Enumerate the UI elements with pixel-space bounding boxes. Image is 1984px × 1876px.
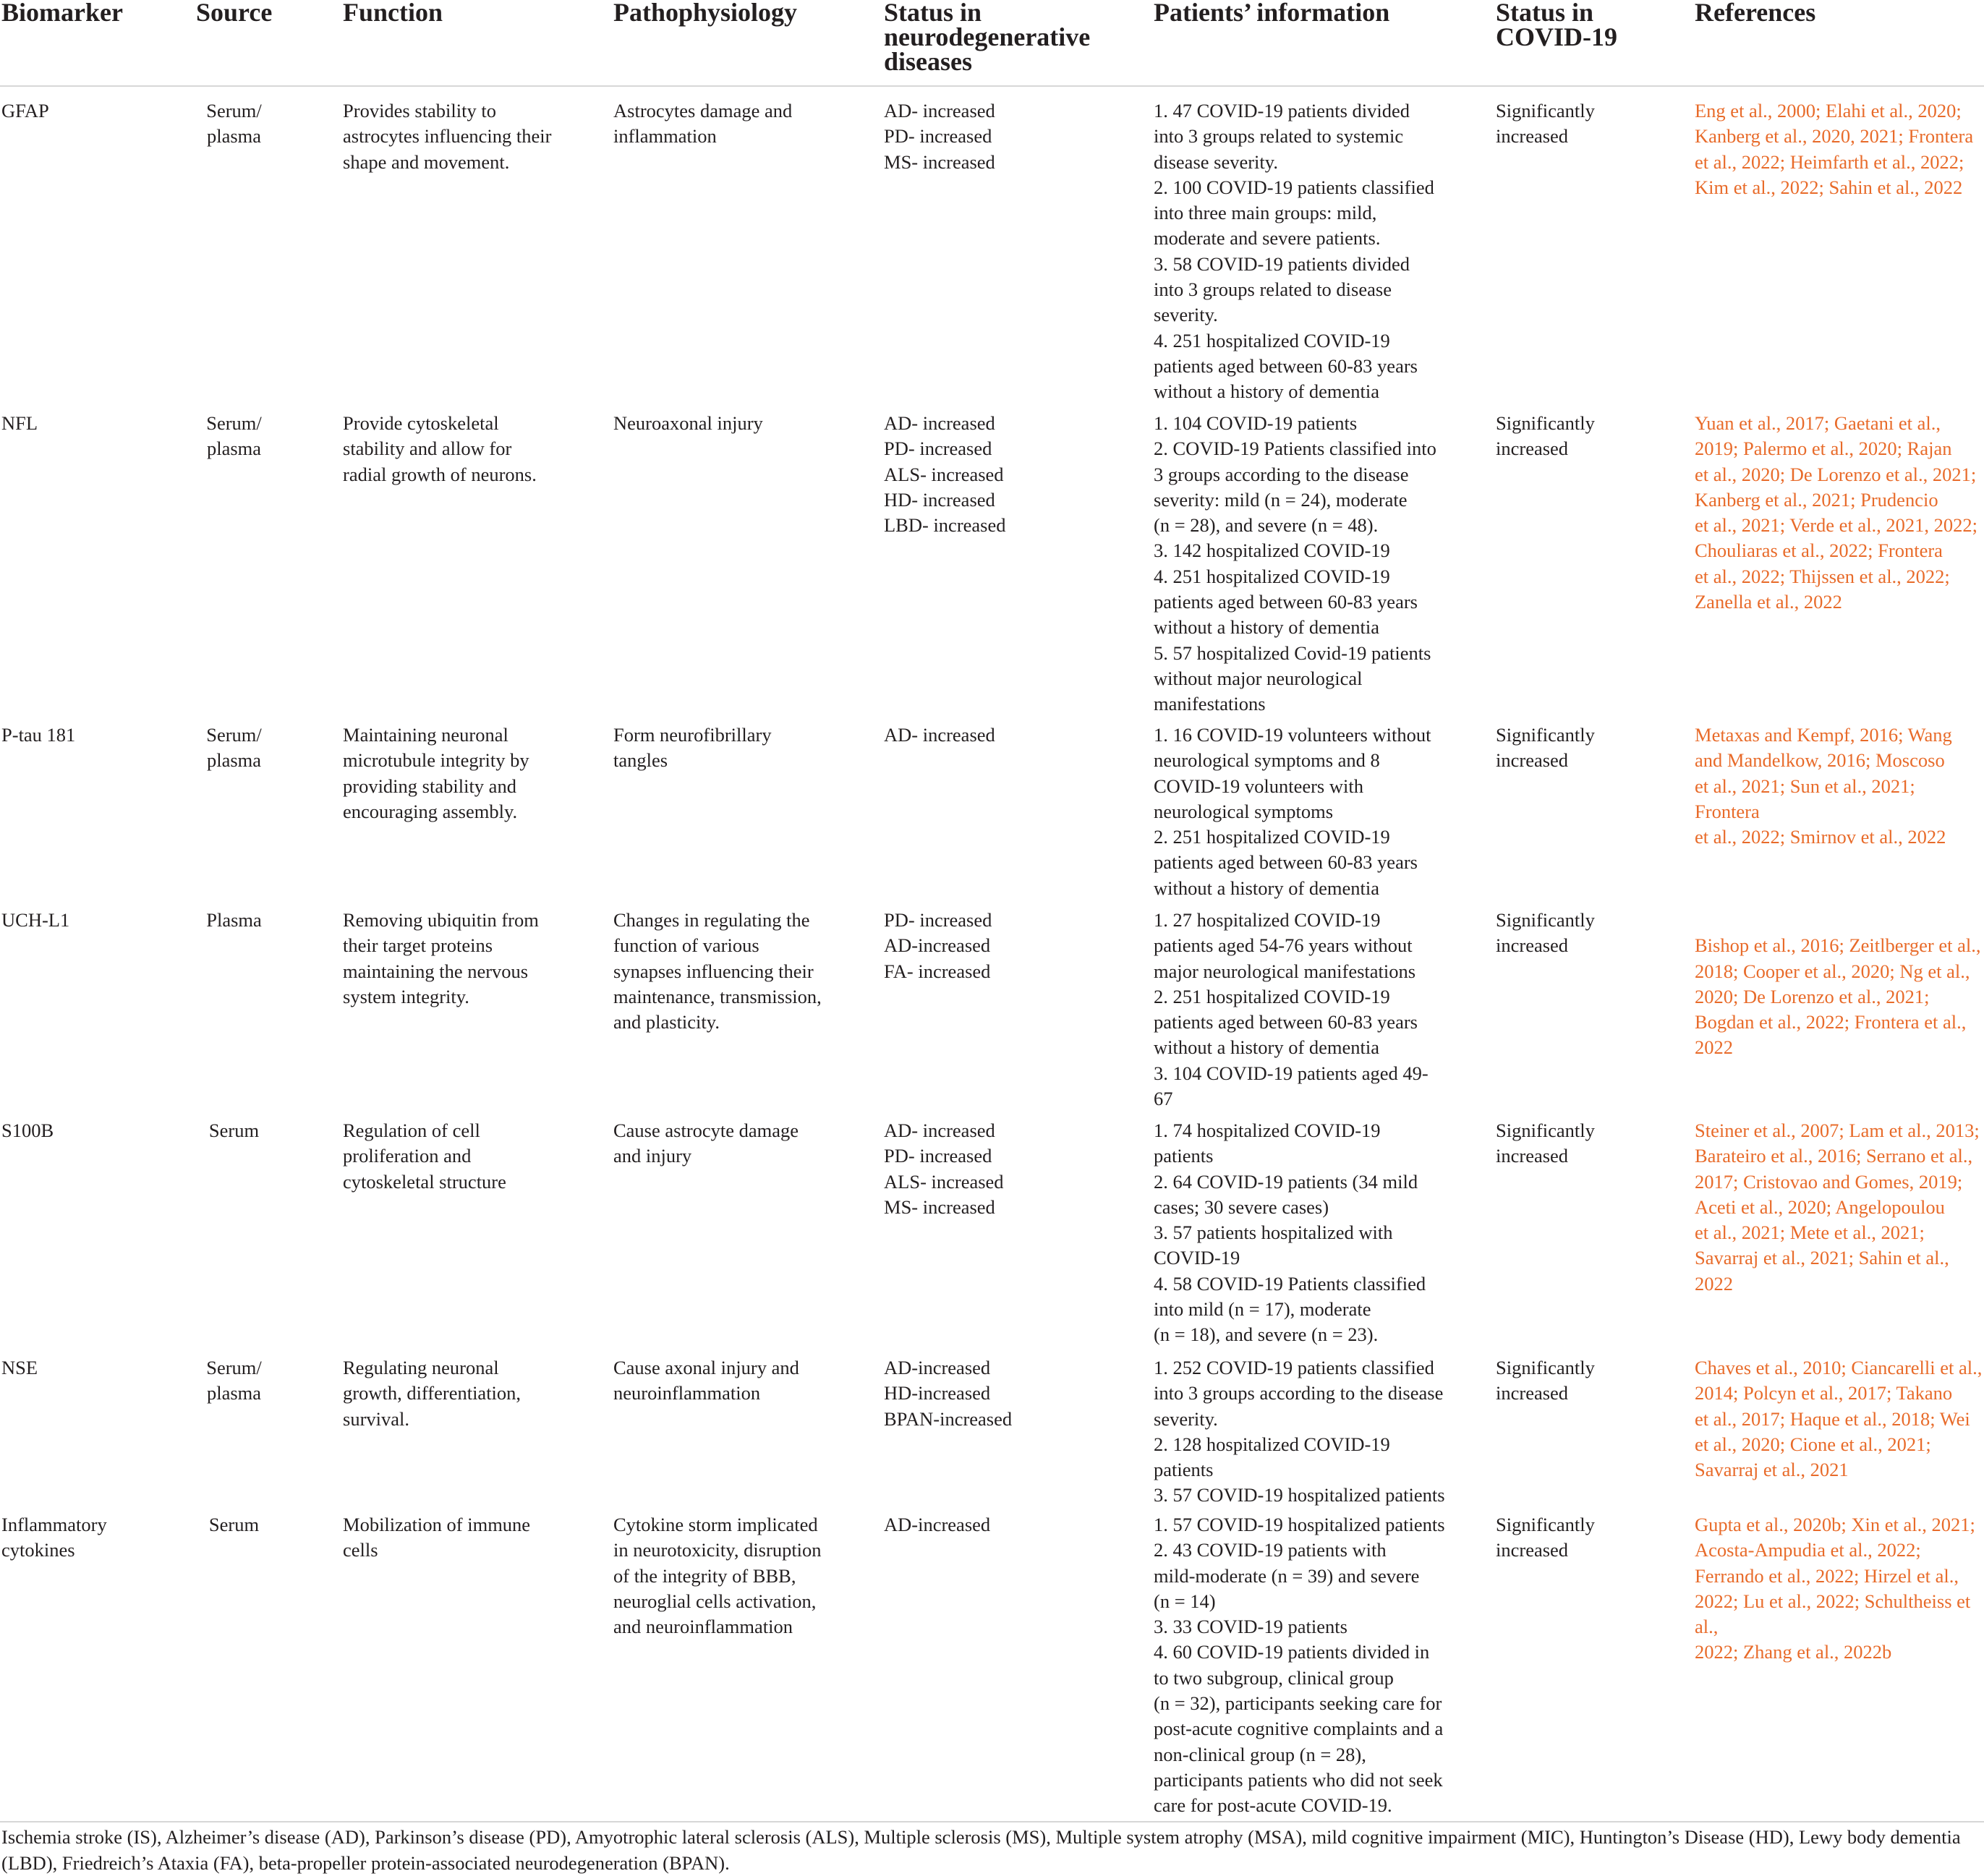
cell-line: Cytokine storm implicated xyxy=(613,1514,818,1535)
cell-line: into 3 groups related to systemic xyxy=(1154,125,1404,148)
cell-line: Significantly xyxy=(1496,100,1595,121)
cell-status-covid xyxy=(1496,1355,1684,1407)
cell-line: moderate and severe patients. xyxy=(1154,227,1381,250)
cell-line: Mobilization of immune xyxy=(343,1514,531,1535)
cell-line: 67 xyxy=(1154,1088,1173,1110)
cell-line: plasma xyxy=(206,438,262,460)
reference-line[interactable]: Chouliaras et al., 2022; Frontera xyxy=(1695,540,1943,562)
reference-line[interactable]: Bishop et al., 2016; Zeitlberger et al., xyxy=(1695,934,1981,957)
cell-line: increased xyxy=(1496,125,1569,148)
cell-function xyxy=(343,722,603,824)
cell-line: and neuroinflammation xyxy=(613,1616,793,1638)
cell-line: AD- increased xyxy=(884,100,995,121)
reference-line[interactable]: Kanberg et al., 2020, 2021; Frontera xyxy=(1695,125,1974,148)
cell-line: Serum xyxy=(208,1514,260,1535)
cell-pathophysiology xyxy=(613,1118,874,1169)
cell-source xyxy=(178,908,290,933)
cell-line: Cause astrocyte damage xyxy=(613,1120,799,1141)
cell-line: 3. 57 patients hospitalized with xyxy=(1154,1221,1393,1244)
cell-line: Significantly xyxy=(1496,909,1595,931)
cell-references xyxy=(1695,908,1984,1061)
cell-patients-information xyxy=(1154,1512,1486,1819)
cell-line: FA- increased xyxy=(884,960,991,982)
cell-line: Serum/ xyxy=(206,412,262,434)
cell-line: patients aged between 60-83 years xyxy=(1154,1011,1418,1033)
reference-line[interactable]: 2022 xyxy=(1695,1272,1733,1295)
cell-line: 2. 251 hospitalized COVID-19 xyxy=(1154,985,1390,1007)
cell-biomarker xyxy=(1,908,190,933)
cell-line: 1. 16 COVID-19 volunteers without xyxy=(1154,724,1431,746)
cell-patients-information xyxy=(1154,411,1486,717)
cell-source xyxy=(178,98,290,150)
cell-line: plasma xyxy=(206,749,262,772)
reference-line[interactable]: 2018; Cooper et al., 2020; Ng et al., xyxy=(1695,960,1970,982)
column-header-pathophysiology: Pathophysiology xyxy=(613,0,798,27)
reference-line xyxy=(1695,908,1984,933)
cell-line: ALS- increased xyxy=(884,1170,1004,1193)
cell-line: AD- increased xyxy=(884,1120,995,1141)
cell-line: BPAN-increased xyxy=(884,1407,1013,1430)
cell-line: Significantly xyxy=(1496,1357,1595,1378)
cell-line: post-acute cognitive complaints and a xyxy=(1154,1718,1444,1740)
cell-line: severity. xyxy=(1154,304,1218,326)
cell-line: GFAP xyxy=(1,100,49,121)
cell-line: synapses influencing their xyxy=(613,960,814,982)
cell-line: AD- increased xyxy=(884,412,995,434)
cell-line: patients xyxy=(1154,1145,1214,1167)
cell-line: (n = 28), and severe (n = 48). xyxy=(1154,514,1379,537)
cell-line: astrocytes influencing their xyxy=(343,125,552,148)
cell-line: MS- increased xyxy=(884,150,995,173)
cell-pathophysiology xyxy=(613,908,874,1035)
cell-line: Provides stability to xyxy=(343,100,496,121)
reference-line[interactable]: et al., 2022; Thijssen et al., 2022; xyxy=(1695,565,1950,587)
cell-line: without a history of dementia xyxy=(1154,877,1380,899)
reference-line[interactable]: Acosta-Ampudia et al., 2022; xyxy=(1695,1539,1921,1561)
cell-line: ALS- increased xyxy=(884,463,1004,485)
cell-source xyxy=(178,722,290,774)
column-header-references: References xyxy=(1695,0,1816,27)
cell-line: without a history of dementia xyxy=(1154,1036,1380,1059)
cell-line: (n = 18), and severe (n = 23). xyxy=(1154,1323,1379,1346)
cell-line: manifestations xyxy=(1154,693,1266,715)
cell-line: plasma xyxy=(206,1382,262,1404)
cell-line: S100B xyxy=(1,1120,54,1141)
cell-line: 4. 251 hospitalized COVID-19 xyxy=(1154,565,1390,587)
cell-biomarker xyxy=(1,1512,190,1564)
cell-line: into three main groups: mild, xyxy=(1154,202,1377,224)
reference-line[interactable]: 2022; Lu et al., 2022; Schultheiss et al., xyxy=(1695,1590,1971,1638)
cell-patients-information xyxy=(1154,1355,1486,1509)
column-header-biomarker: Biomarker xyxy=(1,0,123,27)
column-header-status-covid: Status in COVID-19 xyxy=(1496,0,1617,51)
cell-line: Serum/ xyxy=(206,100,262,121)
reference-line[interactable]: 2017; Cristovao and Gomes, 2019; xyxy=(1695,1170,1963,1193)
cell-line: 1. 104 COVID-19 patients xyxy=(1154,412,1358,434)
cell-line: (n = 32), participants seeking care for xyxy=(1154,1692,1442,1715)
cell-function xyxy=(343,1118,603,1195)
cell-status-neurodegenerative xyxy=(884,1355,1144,1432)
cell-line: UCH-L1 xyxy=(1,909,70,931)
cell-line: 5. 57 hospitalized Covid-19 patients xyxy=(1154,641,1431,664)
cell-line: patients aged between 60-83 years xyxy=(1154,851,1418,874)
cell-patients-information xyxy=(1154,98,1486,405)
cell-line: Form neurofibrillary xyxy=(613,724,772,746)
cell-line: Serum xyxy=(208,1120,260,1141)
cell-line: Significantly xyxy=(1496,1120,1595,1141)
cell-line: major neurological manifestations xyxy=(1154,960,1416,982)
reference-line[interactable]: 2022; Zhang et al., 2022b xyxy=(1695,1641,1892,1663)
cell-line: Removing ubiquitin from xyxy=(343,909,539,931)
cell-line: neurological symptoms and 8 xyxy=(1154,749,1380,772)
cell-patients-information xyxy=(1154,722,1486,901)
cell-line: cases; 30 severe cases) xyxy=(1154,1195,1329,1218)
cell-line: 4. 58 COVID-19 Patients classified xyxy=(1154,1272,1426,1295)
cell-line: without a history of dementia xyxy=(1154,616,1380,639)
cell-line: into mild (n = 17), moderate xyxy=(1154,1298,1371,1321)
cell-line: 4. 251 hospitalized COVID-19 xyxy=(1154,329,1390,351)
cell-line: Significantly xyxy=(1496,1514,1595,1535)
reference-line[interactable]: Ferrando et al., 2022; Hirzel et al., xyxy=(1695,1564,1959,1587)
reference-line[interactable]: et al., 2021; Verde et al., 2021, 2022; xyxy=(1695,514,1978,537)
cell-pathophysiology xyxy=(613,1355,874,1407)
cell-line: Significantly xyxy=(1496,724,1595,746)
cell-function xyxy=(343,1512,603,1564)
footnote-rule xyxy=(0,1821,1984,1822)
cell-line: severity: mild (n = 24), moderate xyxy=(1154,488,1408,511)
reference-line[interactable]: Savarraj et al., 2021; Sahin et al., xyxy=(1695,1247,1949,1269)
reference-line[interactable]: Kanberg et al., 2021; Prudencio xyxy=(1695,488,1938,511)
reference-line[interactable]: Kim et al., 2022; Sahin et al., 2022 xyxy=(1695,176,1963,198)
cell-biomarker xyxy=(1,1118,190,1143)
cell-status-neurodegenerative xyxy=(884,1118,1144,1220)
cell-line: to two subgroup, clinical group xyxy=(1154,1666,1394,1689)
reference-line[interactable]: et al., 2022; Smirnov et al., 2022 xyxy=(1695,826,1946,848)
cell-line: COVID-19 xyxy=(1154,1247,1240,1269)
reference-line[interactable]: Chaves et al., 2010; Ciancarelli et al., xyxy=(1695,1357,1983,1378)
cell-line: and injury xyxy=(613,1145,692,1167)
cell-line: Plasma xyxy=(206,909,262,931)
cell-source xyxy=(178,1512,290,1538)
cell-line: Regulation of cell xyxy=(343,1120,480,1141)
cell-source xyxy=(178,1355,290,1407)
cell-line: stability and allow for xyxy=(343,438,512,460)
cell-status-covid xyxy=(1496,411,1684,462)
column-header-patients-information: Patients’ information xyxy=(1154,0,1390,27)
cell-references xyxy=(1695,1118,1984,1297)
cell-line: increased xyxy=(1496,1539,1569,1561)
cell-line: Maintaining neuronal xyxy=(343,724,508,746)
cell-references xyxy=(1695,411,1984,615)
cell-line: into 3 groups according to the disease xyxy=(1154,1382,1444,1404)
column-header-function: Function xyxy=(343,0,443,27)
reference-line[interactable]: and Mandelkow, 2016; Moscoso xyxy=(1695,749,1945,772)
cell-status-covid xyxy=(1496,1512,1684,1564)
cell-pathophysiology xyxy=(613,411,874,436)
reference-line[interactable]: Steiner et al., 2007; Lam et al., 2013; xyxy=(1695,1120,1980,1141)
reference-line[interactable]: Eng et al., 2000; Elahi et al., 2020; xyxy=(1695,100,1962,121)
column-header-source: Source xyxy=(196,0,273,27)
reference-line[interactable]: 2022 xyxy=(1695,1036,1733,1059)
reference-line[interactable]: et al., 2021; Mete et al., 2021; xyxy=(1695,1221,1925,1244)
cell-line: neuroglial cells activation, xyxy=(613,1590,817,1612)
cell-status-neurodegenerative xyxy=(884,722,1144,748)
cell-line: 2. 128 hospitalized COVID-19 xyxy=(1154,1433,1390,1455)
cell-line: P-tau 181 xyxy=(1,724,76,746)
cell-line: 2. 43 COVID-19 patients with xyxy=(1154,1539,1387,1561)
cell-status-neurodegenerative xyxy=(884,98,1144,175)
reference-line[interactable]: Gupta et al., 2020b; Xin et al., 2021; xyxy=(1695,1514,1975,1535)
cell-line: encouraging assembly. xyxy=(343,800,518,822)
cell-line: Inflammatory xyxy=(1,1514,107,1535)
cell-pathophysiology xyxy=(613,98,874,150)
column-header-status-neurodegenerative: Status in neurodegenerative diseases xyxy=(884,0,1091,76)
cell-line: PD- increased xyxy=(884,438,992,460)
cell-source xyxy=(178,411,290,462)
cell-line: patients aged between 60-83 years xyxy=(1154,354,1418,377)
cell-status-neurodegenerative xyxy=(884,411,1144,538)
cell-line: NFL xyxy=(1,412,38,434)
header-rule xyxy=(0,85,1984,87)
cell-biomarker xyxy=(1,411,190,436)
cell-function xyxy=(343,908,603,1010)
reference-line[interactable]: et al., 2021; Sun et al., 2021; Frontera xyxy=(1695,775,1915,822)
cell-line: PD- increased xyxy=(884,125,992,148)
cell-function xyxy=(343,1355,603,1432)
cell-line: HD-increased xyxy=(884,1382,991,1404)
cell-biomarker xyxy=(1,98,190,124)
cell-line: PD- increased xyxy=(884,909,992,931)
cell-status-neurodegenerative xyxy=(884,1512,1144,1538)
cell-line: PD- increased xyxy=(884,1145,992,1167)
cell-pathophysiology xyxy=(613,722,874,774)
cell-line: maintenance, transmission, xyxy=(613,985,822,1007)
cell-line: 1. 74 hospitalized COVID-19 xyxy=(1154,1120,1381,1141)
cell-line: 1. 47 COVID-19 patients divided xyxy=(1154,100,1410,121)
cell-line: shape and movement. xyxy=(343,150,510,173)
cell-line: patients xyxy=(1154,1459,1214,1481)
cell-line: 3. 33 COVID-19 patients xyxy=(1154,1616,1347,1638)
cell-line: patients aged between 60-83 years xyxy=(1154,591,1418,613)
reference-line[interactable]: Barateiro et al., 2016; Serrano et al., xyxy=(1695,1145,1973,1167)
cell-line: radial growth of neurons. xyxy=(343,463,537,485)
cell-line: tangles xyxy=(613,749,668,772)
cell-line: 2. 100 COVID-19 patients classified xyxy=(1154,176,1434,198)
cell-line: disease severity. xyxy=(1154,150,1278,173)
cell-patients-information xyxy=(1154,1118,1486,1348)
cell-line: system integrity. xyxy=(343,985,469,1007)
cell-line: increased xyxy=(1496,438,1569,460)
cell-function xyxy=(343,98,603,175)
cell-pathophysiology xyxy=(613,1512,874,1640)
cell-references xyxy=(1695,722,1984,850)
cell-line: growth, differentiation, xyxy=(343,1382,521,1404)
cell-source xyxy=(178,1118,290,1143)
cell-references xyxy=(1695,1512,1984,1666)
cell-references xyxy=(1695,98,1984,200)
cell-line: function of various xyxy=(613,934,759,957)
cell-line: plasma xyxy=(206,125,262,148)
cell-line: severity. xyxy=(1154,1407,1218,1430)
cell-biomarker xyxy=(1,1355,190,1381)
cell-status-covid xyxy=(1496,1118,1684,1169)
cell-line: MS- increased xyxy=(884,1195,995,1218)
cell-line: patients aged 54-76 years without xyxy=(1154,934,1413,957)
cell-line: 3 groups according to the disease xyxy=(1154,463,1409,485)
cell-line: maintaining the nervous xyxy=(343,960,529,982)
cell-line: 1. 27 hospitalized COVID-19 xyxy=(1154,909,1381,931)
reference-line[interactable]: 2020; De Lorenzo et al., 2021; xyxy=(1695,985,1930,1007)
cell-line: proliferation and xyxy=(343,1145,472,1167)
cell-patients-information xyxy=(1154,908,1486,1112)
cell-line: AD-increased xyxy=(884,1514,991,1535)
cell-line: 1. 252 COVID-19 patients classified xyxy=(1154,1357,1434,1378)
cell-line: cytokines xyxy=(1,1539,75,1561)
reference-line[interactable]: et al., 2020; De Lorenzo et al., 2021; xyxy=(1695,463,1977,485)
cell-line: Serum/ xyxy=(206,1357,262,1378)
cell-line: without major neurological xyxy=(1154,667,1363,689)
cell-line: their target proteins xyxy=(343,934,493,957)
cell-line: Serum/ xyxy=(206,724,262,746)
cell-line: 3. 58 COVID-19 patients divided xyxy=(1154,252,1410,275)
cell-line: microtubule integrity by xyxy=(343,749,529,772)
cell-line: NSE xyxy=(1,1357,38,1378)
cell-line: 3. 57 COVID-19 hospitalized patients xyxy=(1154,1484,1445,1506)
cell-line: 3. 142 hospitalized COVID-19 xyxy=(1154,540,1390,562)
cell-line: survival. xyxy=(343,1407,409,1430)
cell-line: AD-increased xyxy=(884,1357,991,1378)
cell-line: Changes in regulating the xyxy=(613,909,810,931)
cell-line: Provide cytoskeletal xyxy=(343,412,499,434)
cell-line: 3. 104 COVID-19 patients aged 49- xyxy=(1154,1062,1429,1084)
cell-line: cytoskeletal structure xyxy=(343,1170,506,1193)
cell-line: 2. 251 hospitalized COVID-19 xyxy=(1154,826,1390,848)
cell-line: mild-moderate (n = 39) and severe xyxy=(1154,1564,1420,1587)
reference-line[interactable]: Metaxas and Kempf, 2016; Wang xyxy=(1695,724,1952,746)
cell-line: increased xyxy=(1496,1382,1569,1404)
cell-line: Cause axonal injury and xyxy=(613,1357,799,1378)
cell-status-covid xyxy=(1496,98,1684,150)
cell-line: neurological symptoms xyxy=(1154,800,1334,822)
table-header xyxy=(0,0,1984,85)
cell-line: without a history of dementia xyxy=(1154,380,1380,403)
cell-line: providing stability and xyxy=(343,775,516,797)
cell-line: inflammation xyxy=(613,125,717,148)
cell-line: participants patients who did not seek xyxy=(1154,1768,1443,1791)
reference-line[interactable]: Yuan et al., 2017; Gaetani et al., xyxy=(1695,412,1941,434)
reference-line[interactable]: Zanella et al., 2022 xyxy=(1695,591,1842,613)
cell-line: Astrocytes damage and xyxy=(613,100,793,121)
cell-line: AD- increased xyxy=(884,724,995,746)
reference-line[interactable]: Aceti et al., 2020; Angelopoulou xyxy=(1695,1195,1945,1218)
reference-line[interactable]: 2019; Palermo et al., 2020; Rajan xyxy=(1695,438,1952,460)
reference-line[interactable]: et al., 2022; Heimfarth et al., 2022; xyxy=(1695,150,1964,173)
reference-line[interactable]: Savarraj et al., 2021 xyxy=(1695,1459,1849,1481)
cell-line: cells xyxy=(343,1539,378,1561)
reference-line[interactable]: et al., 2017; Haque et al., 2018; Wei xyxy=(1695,1407,1970,1430)
reference-line[interactable]: et al., 2020; Cione et al., 2021; xyxy=(1695,1433,1931,1455)
cell-line: Regulating neuronal xyxy=(343,1357,499,1378)
cell-line: and plasticity. xyxy=(613,1011,720,1033)
cell-function xyxy=(343,411,603,487)
reference-line[interactable]: 2014; Polcyn et al., 2017; Takano xyxy=(1695,1382,1953,1404)
cell-line: Neuroaxonal injury xyxy=(613,412,763,434)
reference-line[interactable]: Bogdan et al., 2022; Frontera et al., xyxy=(1695,1011,1967,1033)
cell-line: 2. 64 COVID-19 patients (34 mild xyxy=(1154,1170,1418,1193)
cell-line: increased xyxy=(1496,749,1569,772)
cell-biomarker xyxy=(1,722,190,748)
cell-line: 1. 57 COVID-19 hospitalized patients xyxy=(1154,1514,1445,1535)
cell-status-covid xyxy=(1496,908,1684,959)
cell-line: non-clinical group (n = 28), xyxy=(1154,1743,1366,1765)
cell-references xyxy=(1695,1355,1984,1483)
cell-line: (n = 14) xyxy=(1154,1590,1216,1612)
cell-status-neurodegenerative xyxy=(884,908,1144,984)
cell-line: into 3 groups related to disease xyxy=(1154,278,1392,301)
cell-line: LBD- increased xyxy=(884,514,1006,537)
cell-line: COVID-19 volunteers with xyxy=(1154,775,1363,797)
cell-line: HD- increased xyxy=(884,488,995,511)
cell-line: increased xyxy=(1496,934,1569,957)
cell-line: AD-increased xyxy=(884,934,991,957)
cell-line: increased xyxy=(1496,1145,1569,1167)
cell-status-covid xyxy=(1496,722,1684,774)
cell-line: in neurotoxicity, disruption xyxy=(613,1539,822,1561)
table-footnote: Ischemia stroke (IS), Alzheimer’s disease (AD), Parkinson’s disease (PD), Amyotrophic lateral sclerosis (ALS), Multiple sclerosis (MS), Multiple system atrophy (MSA), mild cognitive impairment (MIC), Huntington’s Disease (HD), Lewy body dementia (LBD), Friedreich’s Ataxia (FA), beta-propeller protein-associated neurodegeneration (BPAN). xyxy=(1,1826,1961,1874)
cell-line: of the integrity of BBB, xyxy=(613,1564,796,1587)
cell-line: Significantly xyxy=(1496,412,1595,434)
cell-line: care for post-acute COVID-19. xyxy=(1154,1794,1392,1817)
cell-line: 2. COVID-19 Patients classified into xyxy=(1154,438,1436,460)
cell-line: 4. 60 COVID-19 patients divided in xyxy=(1154,1641,1430,1663)
cell-line: neuroinflammation xyxy=(613,1382,761,1404)
